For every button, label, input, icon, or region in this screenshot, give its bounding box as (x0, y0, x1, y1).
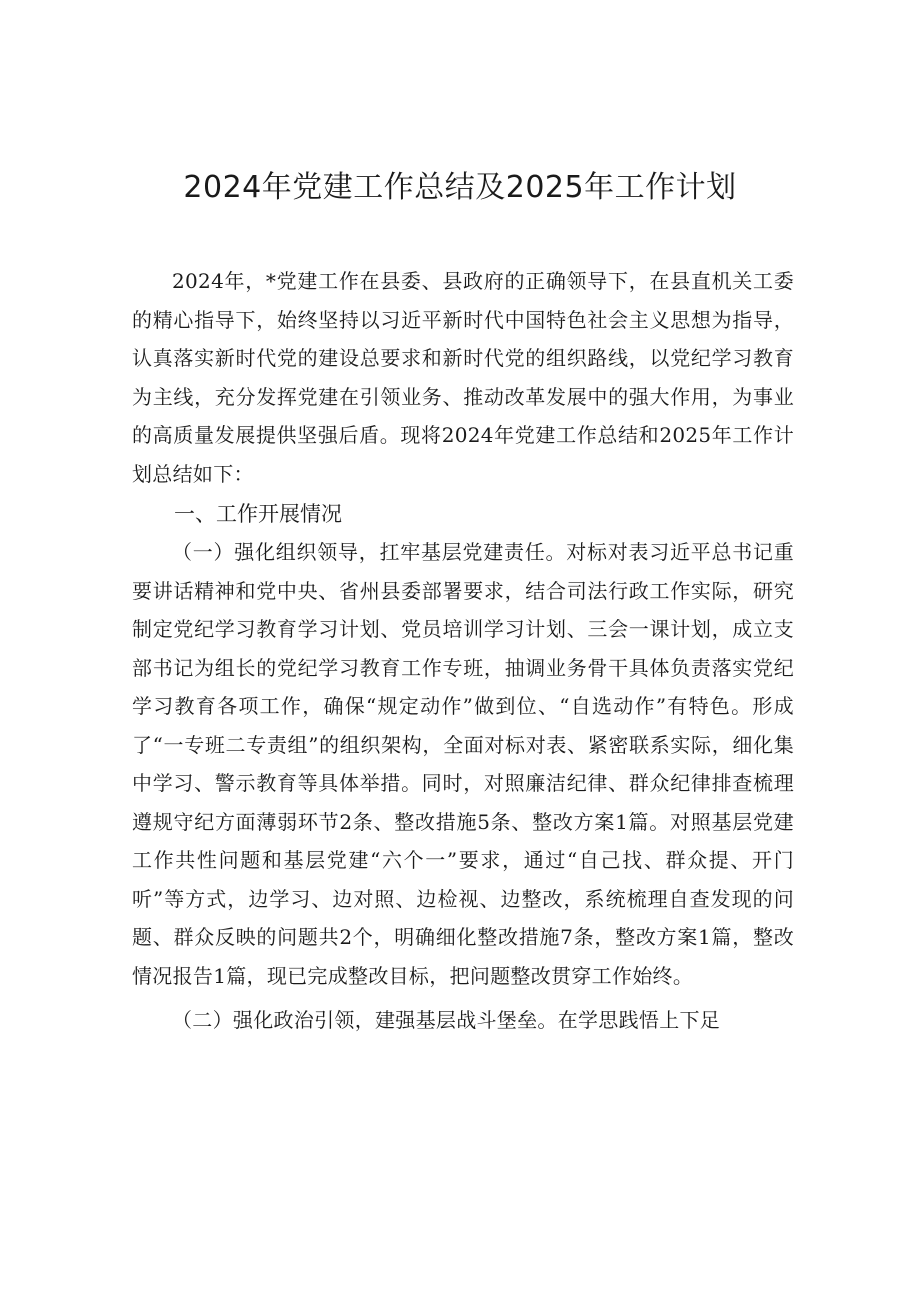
document-title: 2024年党建工作总结及2025年工作计划 (183, 170, 737, 205)
intro-paragraph: 2024年，*党建工作在县委、县政府的正确领导下，在县直机关工委的精心指导下，始终坚持以习近平新时代中国特色社会主义思想为指导，认真落实新时代党的建设总要求和新时代党的组织路线，以党纪学习教育为主线，充分发挥党建在引领业务、推动改革发展中的强大作用，为事业的高质量发展提供坚强后盾。现将2024年党建工作总结和2025年工作计划总结如下： (132, 269, 794, 486)
document-body (132, 262, 794, 1040)
paragraph-1: （一）强化组织领导，扛牢基层党建责任。对标对表习近平总书记重要讲话精神和党中央、省州县委部署要求，结合司法行政工作实际，研究制定党纪学习教育学习计划、党员培训学习计划、三会一课计划，成立支部书记为组长的党纪学习教育工作专班，抽调业务骨干具体负责落实党纪学习教育各项工作，确保“规定动作”做到位、“自选动作”有特色。形成了“一专班二专责组”的组织架构，全面对标对表、紧密联系实际，细化集中学习、警示教育等具体举措。同时，对照廉洁纪律、群众纪律排查梳理遵规守纪方面薄弱环节2条、整改措施5条、整改方案1篇。对照基层党建工作共性问题和基层党建“六个一”要求，通过“自己找、群众提、开门听”等方式，边学习、边对照、边检视、边整改，系统梳理自查发现的问题、群众反映的问题共2个，明确细化整改措施7条，整改方案1篇，整改情况报告1篇，现已完成整改目标，把问题整改贯穿工作始终。 (132, 540, 794, 988)
paragraph-2: （二）强化政治引领，建强基层战斗堡垒。在学思践悟上下足 (172, 1008, 721, 1032)
section-heading-1: 一、工作开展情况 (174, 502, 342, 526)
